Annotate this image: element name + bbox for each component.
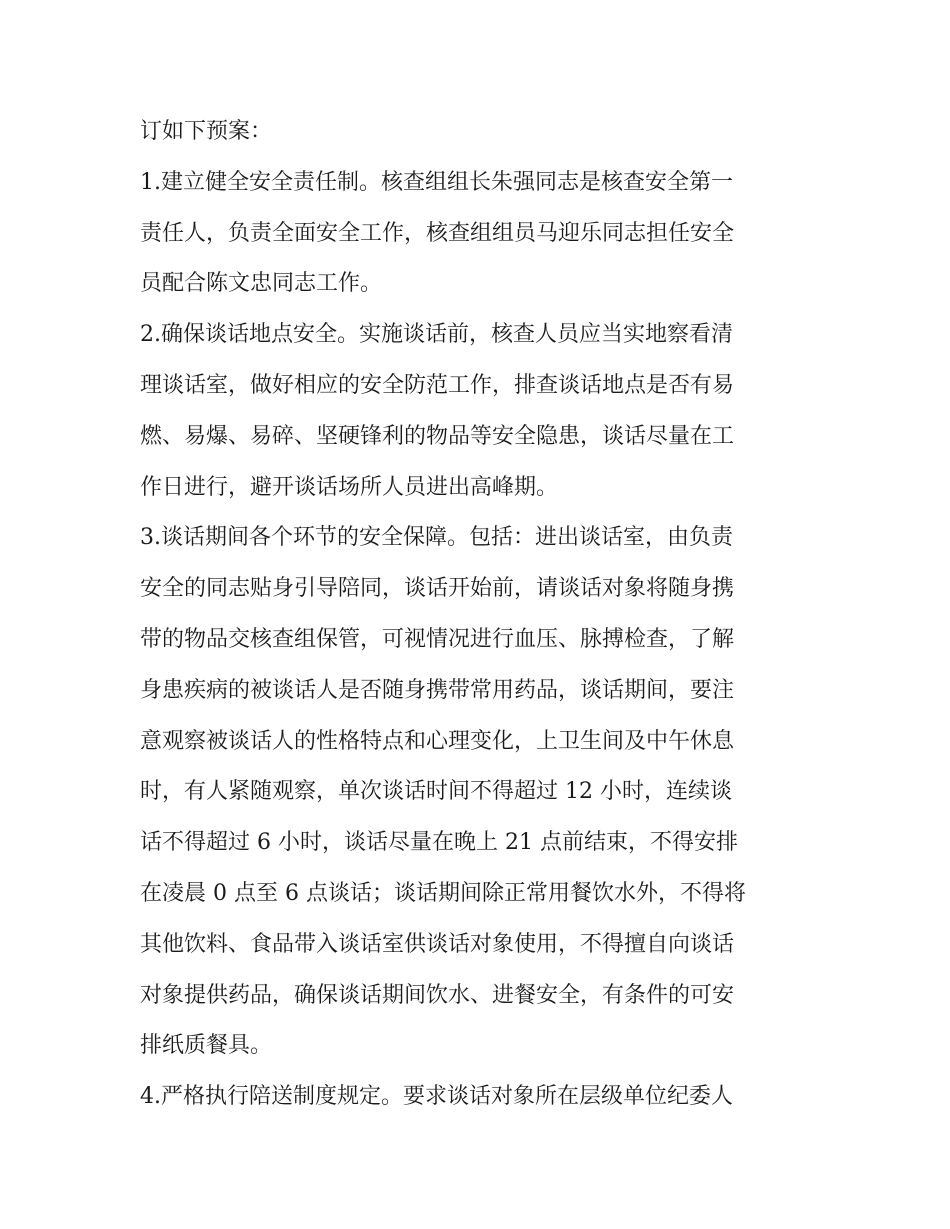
text-line: 理谈话室，做好相应的安全防范工作，排查谈话地点是否有易 <box>140 372 735 398</box>
text-line: 员配合陈文忠同志工作。 <box>140 271 383 297</box>
document-body <box>140 107 812 1123</box>
text-line: 安全的同志贴身引导陪同，谈话开始前，请谈话对象将随身携 <box>140 576 735 602</box>
text-line: 订如下预案： <box>140 119 273 144</box>
text-line: 责任人，负责全面安全工作，核查组组员马迎乐同志担任安全 <box>140 220 735 246</box>
text-line: 时，有人紧随观察，单次谈话时间不得超过 12 小时，连续谈 <box>140 779 732 805</box>
text-line: 其他饮料、食品带入谈话室供谈话对象使用，不得擅自向谈话 <box>140 931 735 957</box>
text-line: 4.严格执行陪送制度规定。要求谈话对象所在层级单位纪委人 <box>140 1084 733 1110</box>
text-line: 排纸质餐具。 <box>140 1033 273 1059</box>
text-line: 话不得超过 6 小时，谈话尽量在晚上 21 点前结束，不得安排 <box>140 830 738 856</box>
text-line: 2.确保谈话地点安全。实施谈话前，核查人员应当实地察看清 <box>140 322 733 348</box>
text-line: 在凌晨 0 点至 6 点谈话；谈话期间除正常用餐饮水外，不得将 <box>140 880 746 906</box>
text-line: 燃、易爆、易碎、坚硬锋利的物品等安全隐患，谈话尽量在工 <box>140 423 735 449</box>
text-line: 作日进行，避开谈话场所人员进出高峰期。 <box>140 474 559 500</box>
text-line: 对象提供药品，确保谈话期间饮水、进餐安全，有条件的可安 <box>140 982 735 1008</box>
text-line: 1.建立健全安全责任制。核查组组长朱强同志是核查安全第一 <box>140 169 733 195</box>
text-line: 身患疾病的被谈话人是否随身携带常用药品，谈话期间，要注 <box>140 677 735 703</box>
text-line: 3.谈话期间各个环节的安全保障。包括：进出谈话室，由负责 <box>140 525 733 551</box>
text-line: 带的物品交核查组保管，可视情况进行血压、脉搏检查，了解 <box>140 626 735 652</box>
text-line: 意观察被谈话人的性格特点和心理变化，上卫生间及中午休息 <box>140 728 735 754</box>
